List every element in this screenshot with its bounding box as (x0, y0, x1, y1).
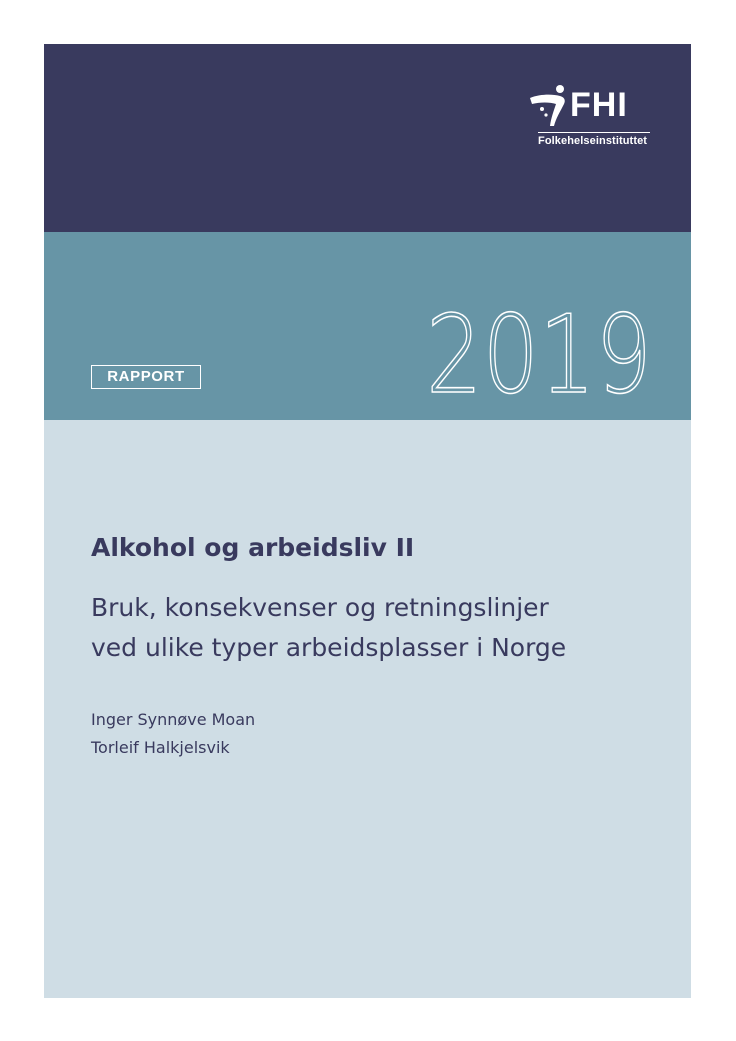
subtitle-line: ved ulike typer arbeidsplasser i Norge (91, 633, 567, 662)
year-display (426, 293, 656, 418)
report-title: Alkohol og arbeidsliv II (91, 533, 415, 562)
logo-divider (538, 132, 650, 133)
report-subtitle (91, 588, 671, 668)
cover-top-band (44, 44, 691, 232)
author-list (91, 706, 255, 762)
year-text: 2019 (426, 293, 652, 418)
author-name: Torleif Halkjelsvik (91, 738, 230, 757)
cover (44, 44, 691, 998)
logo-wordmark: FHI (570, 86, 628, 124)
fhi-logo (526, 82, 656, 152)
report-type-badge: RAPPORT (91, 365, 201, 389)
author-name: Inger Synnøve Moan (91, 710, 256, 729)
fhi-figure-icon (526, 82, 572, 128)
logo-subtitle: Folkehelseinstituttet (538, 135, 648, 147)
subtitle-line: Bruk, konsekvenser og retningslinjer (91, 593, 549, 622)
